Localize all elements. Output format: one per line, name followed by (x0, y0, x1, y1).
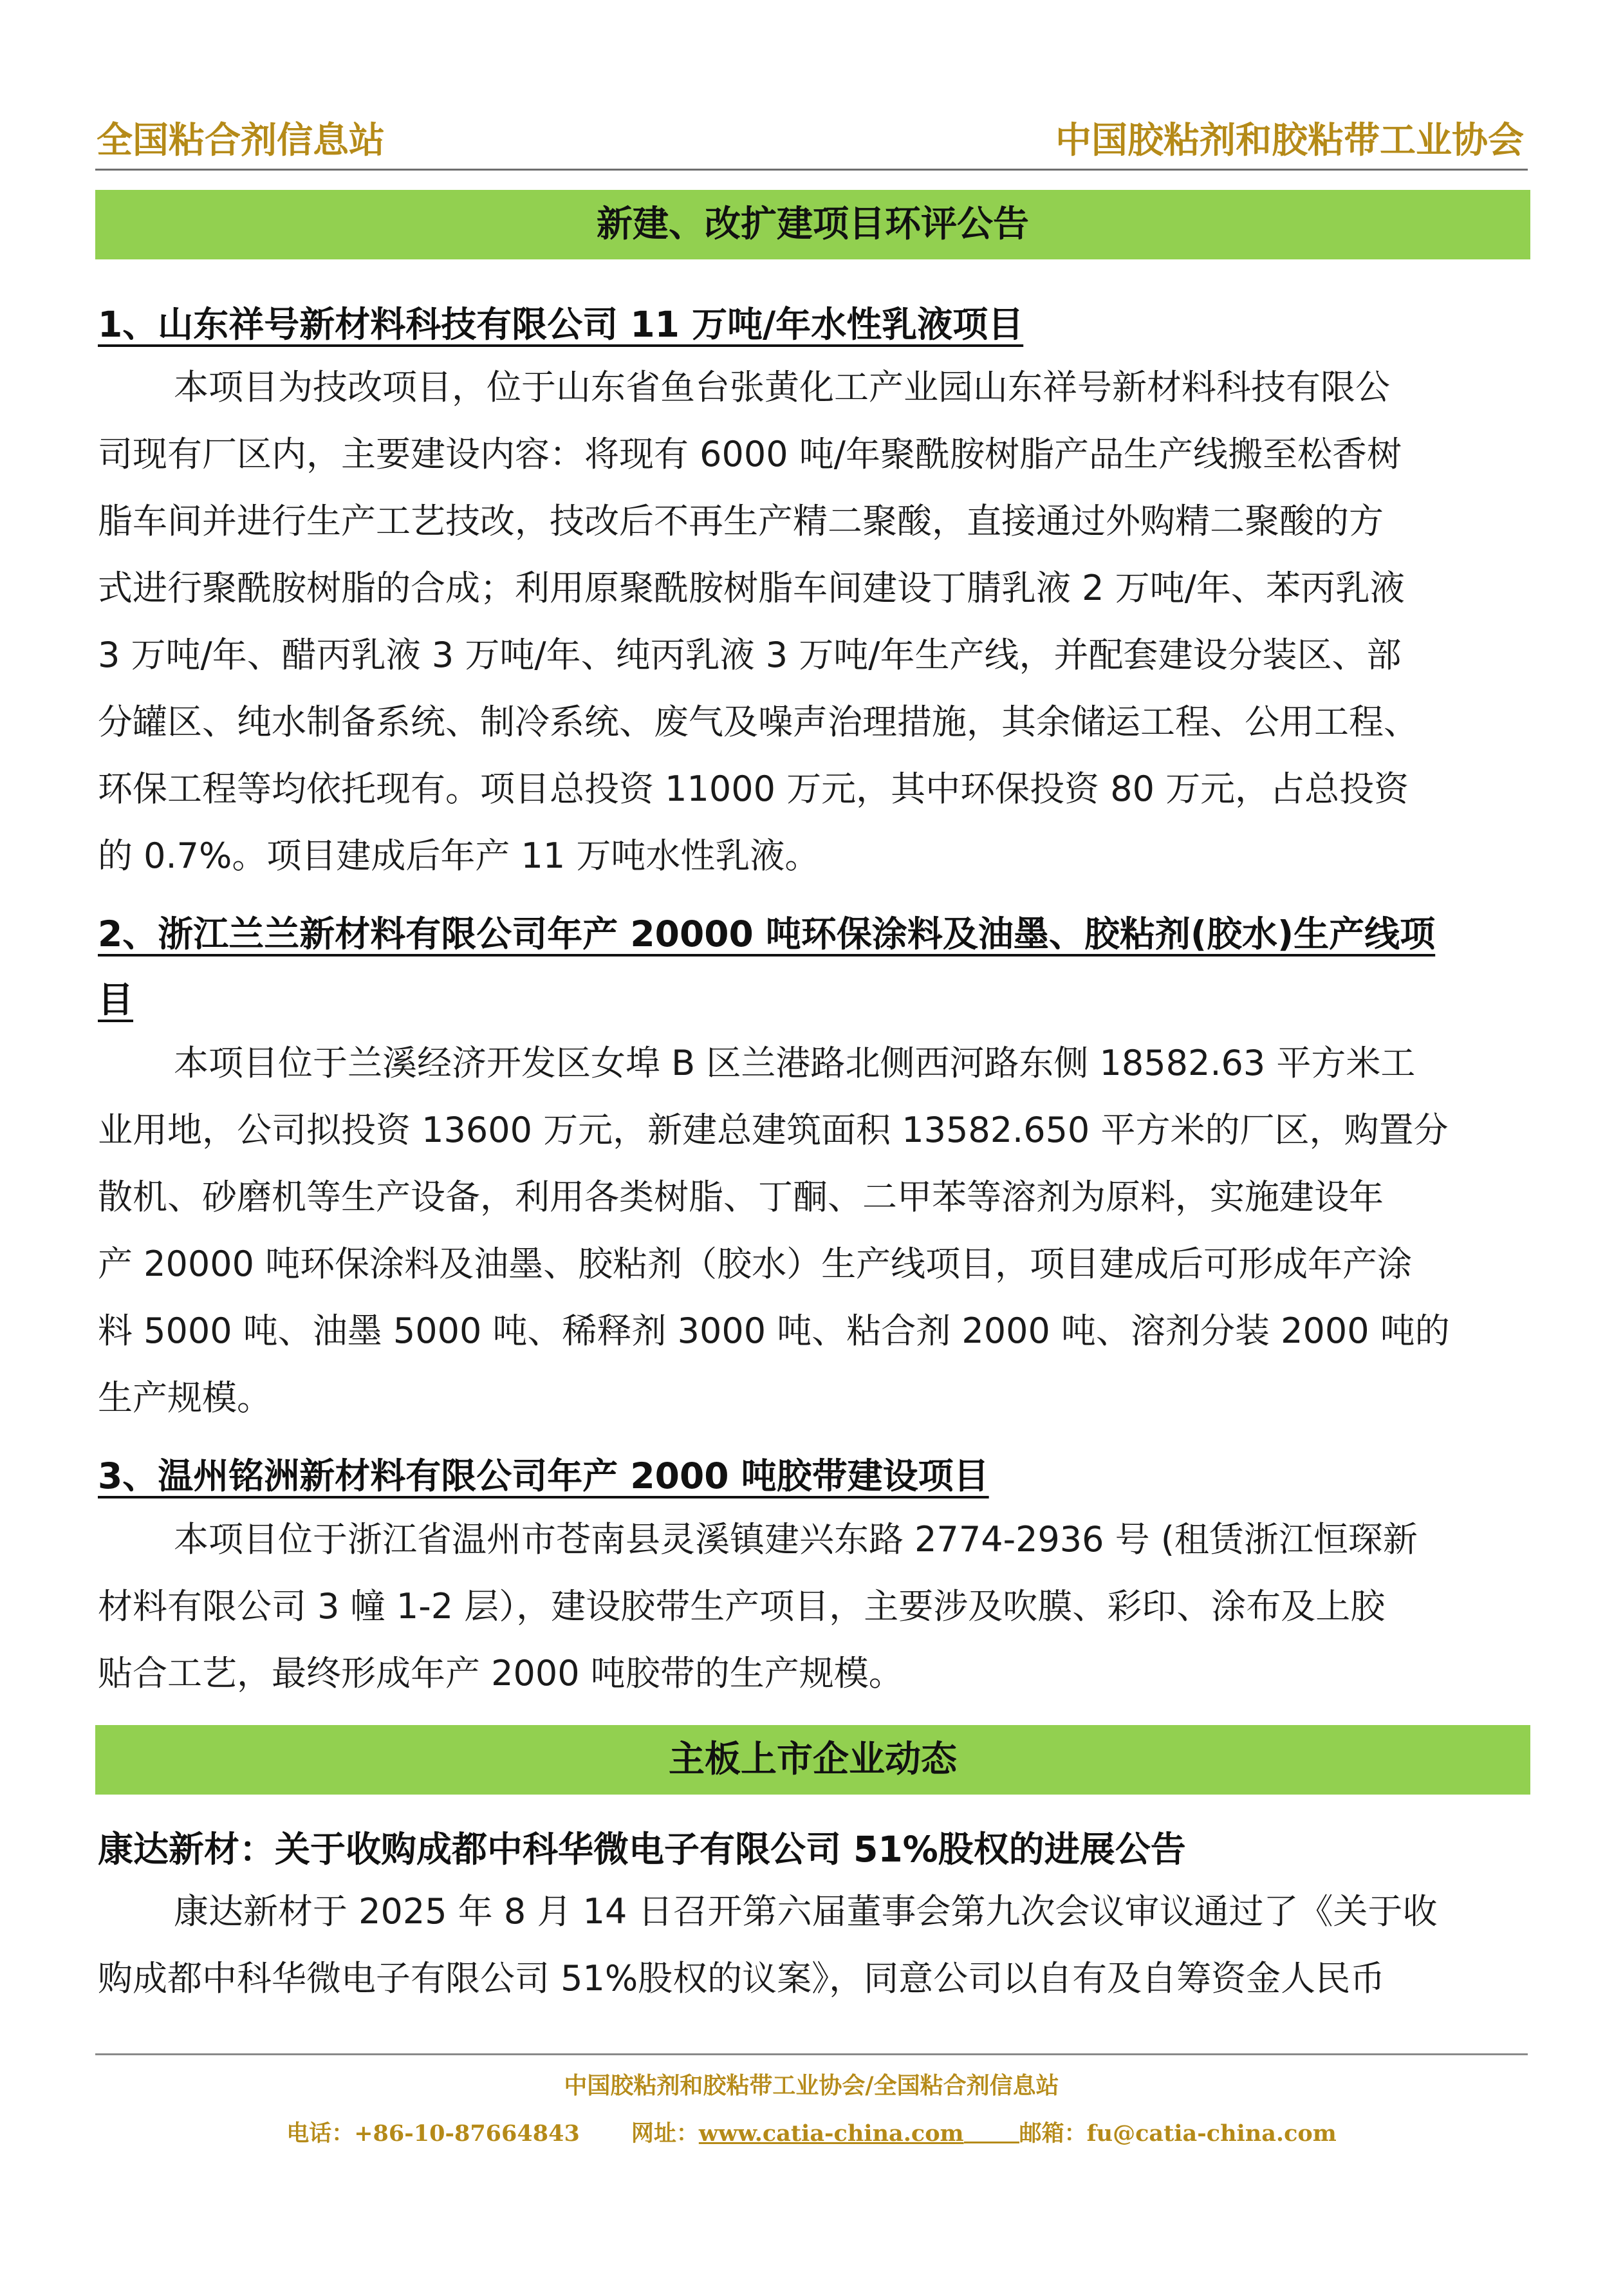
footer-org-line: 中国胶粘剂和胶粘带工业协会/全国粘合剂信息站 (564, 2072, 1059, 2099)
article-body-3 (98, 1506, 1530, 1707)
article-body-1 (98, 354, 1530, 890)
header-divider (95, 169, 1528, 171)
article-title-text: 2、浙江兰兰新材料有限公司年产 20000 吨环保涂料及油墨、胶粘剂(胶水)生产线项 (98, 913, 1436, 955)
body-line: 式进行聚酰胺树脂的合成；利用原聚酰胺树脂车间建设丁腈乳液 2 万吨/年、苯丙乳液 (98, 568, 1405, 608)
article-title-3 (98, 1443, 1530, 1509)
footer-phone: 电话：+86-10-87664843 (286, 2120, 580, 2147)
body-line: 脂车间并进行生产工艺技改，技改后不再生产精二聚酸，直接通过外购精二聚酸的方 (98, 501, 1384, 541)
body-line: 司现有厂区内，主要建设内容：将现有 6000 吨/年聚酰胺树脂产品生产线搬至松香树 (98, 434, 1402, 474)
body-line: 3 万吨/年、醋丙乳液 3 万吨/年、纯丙乳液 3 万吨/年生产线，并配套建设分装区、部 (98, 635, 1402, 675)
body-line: 购成都中科华微电子有限公司 51%股权的议案》，同意公司以自有及自筹资金人民币 (98, 1958, 1386, 1999)
footer-email: 邮箱：fu@catia-china.com (1019, 2120, 1337, 2147)
header-right-title: 中国胶粘剂和胶粘带工业协会 (1055, 119, 1524, 162)
body-line: 料 5000 吨、油墨 5000 吨、稀释剂 3000 吨、粘合剂 2000 吨、溶剂分装 2000 吨的 (98, 1311, 1450, 1351)
footer-website-label: 网址： (631, 2120, 699, 2147)
article-title-2 (98, 901, 1530, 1032)
footer-divider (95, 2053, 1528, 2055)
footer-underline-pad (964, 2113, 1019, 2143)
section-band-listed-companies: 主板上市企业动态 (95, 1725, 1530, 1795)
article-title-4: 康达新材：关于收购成都中科华微电子有限公司 51%股权的进展公告 (98, 1829, 1186, 1870)
body-line: 本项目位于兰溪经济开发区女埠 B 区兰港路北侧西河路东侧 18582.63 平方米工 (174, 1043, 1416, 1083)
body-line: 本项目位于浙江省温州市苍南县灵溪镇建兴东路 2774-2936 号 (租赁浙江恒琛新 (174, 1519, 1418, 1560)
body-line: 环保工程等均依托现有。项目总投资 11000 万元，其中环保投资 80 万元，占总投资 (98, 769, 1409, 809)
article-title-text: 1、山东祥号新材料科技有限公司 11 万吨/年水性乳液项目 (98, 304, 1024, 345)
body-line: 生产规模。 (98, 1377, 272, 1418)
body-line: 分罐区、纯水制备系统、制冷系统、废气及噪声治理措施，其余储运工程、公用工程、 (98, 702, 1418, 742)
body-line: 业用地，公司拟投资 13600 万元，新建总建筑面积 13582.650 平方米的厂区，购置分 (98, 1110, 1449, 1150)
header-left-title: 全国粘合剂信息站 (97, 119, 385, 162)
body-line: 材料有限公司 3 幢 1-2 层），建设胶带生产项目，主要涉及吹膜、彩印、涂布及上胶 (98, 1586, 1386, 1627)
article-body-2 (98, 1030, 1530, 1432)
article-title-text: 3、温州铭洲新材料有限公司年产 2000 吨胶带建设项目 (98, 1455, 989, 1497)
footer-contact-line (0, 2113, 1623, 2155)
footer-website-link[interactable]: www.catia-china.com (698, 2120, 964, 2147)
body-line: 产 20000 吨环保涂料及油墨、胶粘剂（胶水）生产线项目，项目建成后可形成年产涂 (98, 1244, 1413, 1284)
section-band-eia: 新建、改扩建项目环评公告 (95, 190, 1530, 259)
body-line: 的 0.7%。项目建成后年产 11 万吨水性乳液。 (98, 835, 820, 876)
article-title-text: 目 (98, 979, 134, 1020)
article-title-1 (98, 292, 1530, 357)
article-body-4 (98, 1878, 1530, 2012)
body-line: 散机、砂磨机等生产设备，利用各类树脂、丁酮、二甲苯等溶剂为原料，实施建设年 (98, 1177, 1384, 1217)
body-line: 贴合工艺，最终形成年产 2000 吨胶带的生产规模。 (98, 1653, 904, 1694)
page-header (95, 113, 1528, 167)
body-line: 本项目为技改项目，位于山东省鱼台张黄化工产业园山东祥号新材料科技有限公 (174, 367, 1390, 407)
body-line: 康达新材于 2025 年 8 月 14 日召开第六届董事会第九次会议审议通过了《关于收 (174, 1891, 1438, 1932)
